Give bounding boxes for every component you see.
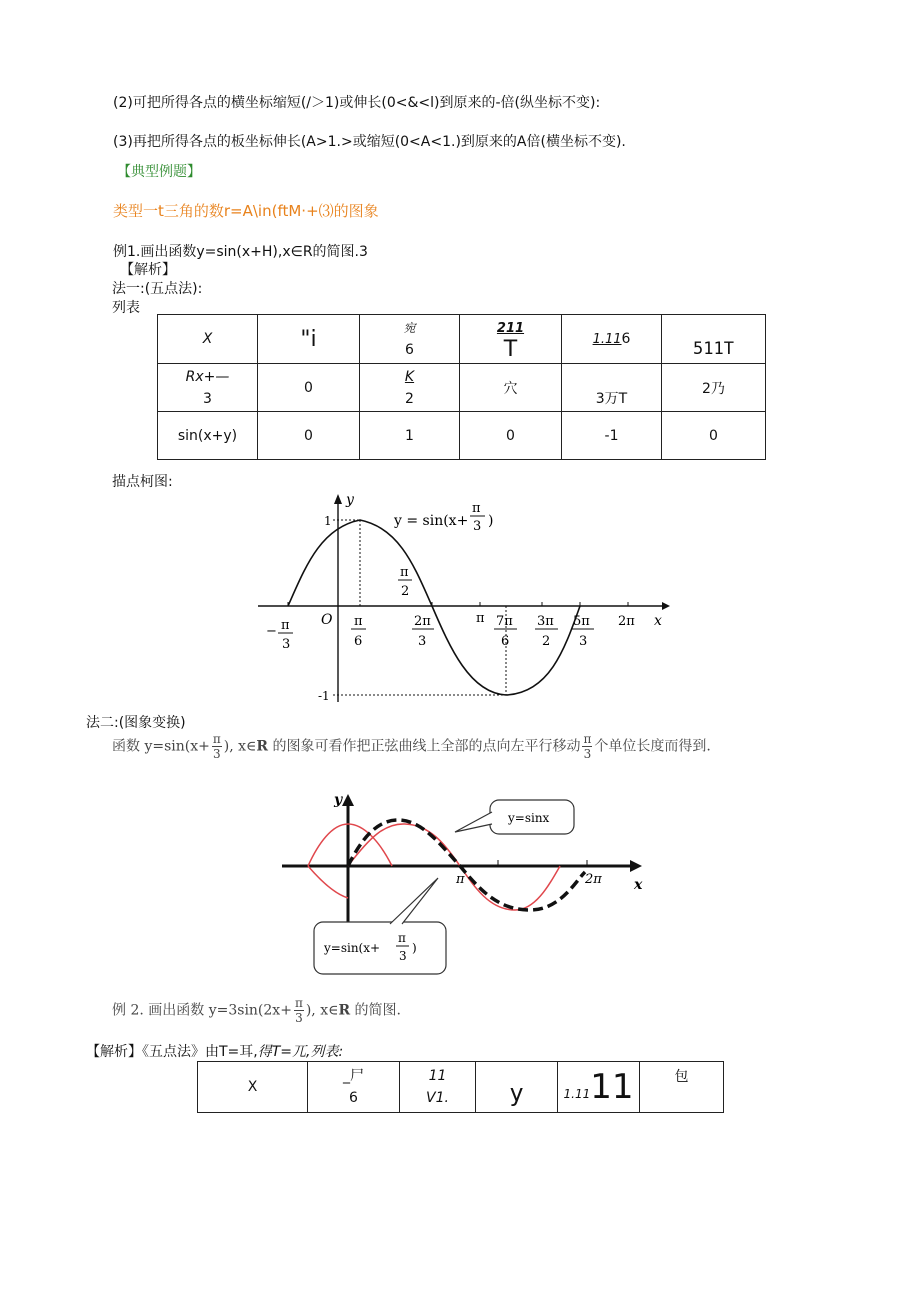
cell-value: 包 (674, 1069, 689, 1085)
cell-value: K (404, 368, 415, 385)
2pi-tick-label: 2π (585, 872, 602, 887)
typical-examples-heading: 【典型例题】 (117, 164, 201, 180)
step2-text: (2)可把所得各点的横坐标缩短(/＞1)或伸长(0<&<l)到原来的-倍(纵坐标不变): (113, 95, 601, 111)
example2-a: 例 2. 画出函数 y=3sin(2x+ (112, 1002, 292, 1019)
cell-value: T (503, 337, 518, 362)
table-cell (562, 412, 662, 460)
cell-value: 穴 (503, 380, 518, 397)
example2-b: ), x∈ (305, 1002, 339, 1019)
table-cell (360, 412, 460, 460)
plot-label: 描点柯图: (112, 474, 173, 490)
method2-desc-c: 的图象可看作把正弦曲线上全部的点向左平行移动 (272, 738, 581, 755)
cell-value: 0 (506, 427, 515, 444)
7pi6-num: 7π (496, 614, 513, 629)
7pi6-den: 6 (501, 634, 510, 649)
y-one-label: 1 (324, 514, 332, 528)
method2-desc-b: ), x∈ (223, 738, 257, 755)
table-cell (460, 364, 562, 412)
table-cell (258, 412, 360, 460)
fraction (294, 996, 304, 1025)
curve-label-close: ) (488, 513, 494, 529)
sine-curve (288, 520, 580, 695)
fraction (212, 732, 222, 761)
five-point-table (157, 314, 766, 460)
callout-shift-b: ) (412, 941, 417, 955)
2pi3-den: 3 (418, 634, 427, 649)
curve-label-pi: π (472, 501, 481, 516)
table-row (158, 364, 766, 412)
3pi2-den: 2 (542, 634, 551, 649)
cell-value: 1.11 (592, 332, 622, 347)
analysis1-label: 【解析】 (120, 262, 176, 278)
y-axis-arrow (342, 794, 354, 806)
2pi-tick-label: 2π (618, 614, 635, 629)
callout-sin-pointer (455, 812, 492, 832)
method1-label: 法一:(五点法): (112, 281, 203, 297)
sine-graph-2 (280, 782, 660, 980)
cell-value: 3万T (595, 390, 628, 407)
x-header: X (247, 1079, 258, 1095)
method2-desc-r: R (256, 738, 269, 755)
cell-value: 6 (405, 342, 414, 358)
neg-pi3-sign: − (266, 624, 277, 639)
step3-text: (3)再把所得各点的板坐标伸长(A>1.>或缩短(0<A<1.)到原来的A倍(横坐标不变). (113, 134, 626, 150)
example2-r: R (338, 1002, 351, 1019)
example1-text: 例1.画出函数y=sin(x+H),x∈R的简图.3 (113, 244, 368, 260)
cell-value: 1 (405, 427, 414, 444)
list-table-label: 列表 (112, 300, 140, 316)
table-row (158, 412, 766, 460)
table-cell (460, 412, 562, 460)
cell-value: 211 (496, 321, 525, 336)
analysis2-main: 【解析】《五点法》由T=耳, (86, 1044, 258, 1060)
cell-value: 511T (693, 339, 734, 359)
5pi3-num: 5π (573, 614, 590, 629)
method2-desc-d: 个单位长度而得到. (594, 738, 711, 755)
x-axis-arrow (630, 860, 642, 872)
fraction-den: 3 (583, 747, 592, 761)
table-cell (558, 1062, 640, 1113)
cell-value: Rx+— (185, 368, 230, 385)
table-cell (258, 315, 360, 364)
pi-over-2-den: 2 (401, 584, 410, 599)
callout-shift-pointer (390, 878, 438, 924)
table-cell (662, 364, 766, 412)
cell-value: 6 (349, 1090, 358, 1106)
table-cell (662, 315, 766, 364)
table-cell (308, 1062, 400, 1113)
cell-value: 11 (590, 1067, 634, 1107)
sine-curve-left (308, 866, 348, 898)
5pi3-den: 3 (579, 634, 588, 649)
cell-value: 3 (203, 390, 212, 407)
analysis2-italic: 得T=兀,列表: (257, 1044, 344, 1060)
five-point-table-2 (197, 1061, 724, 1113)
cell-value: sin(x+y) (177, 427, 238, 444)
x-axis-arrow (662, 602, 670, 610)
cell-value: 11 (428, 1068, 447, 1084)
x-header: X (202, 331, 213, 347)
y-axis-label: y (346, 492, 354, 508)
y-axis-arrow (334, 494, 342, 504)
table-cell (360, 315, 460, 364)
3pi2-num: 3π (537, 614, 554, 629)
fraction (582, 732, 592, 761)
cell-value: V1. (426, 1090, 449, 1106)
pi6-num: π (354, 614, 363, 629)
pi-over-2-num: π (400, 565, 409, 580)
y-axis-label: y (334, 792, 343, 808)
type-heading: 类型一t三角的数r=A\in(ftM·+⑶的图象 (113, 202, 379, 220)
cell-value: 6 (621, 331, 631, 347)
sine-graph-1 (250, 488, 670, 708)
table-cell (662, 412, 766, 460)
callout-shift-pi: π (398, 931, 406, 945)
cell-value: -1 (604, 427, 619, 444)
x-axis-label: x (654, 613, 662, 629)
pi6-den: 6 (354, 634, 363, 649)
callout-shift-a: y=sin(x+ (324, 941, 381, 955)
table-row (158, 315, 766, 364)
example2-c: 的简图. (354, 1002, 401, 1019)
callout-shift-den: 3 (399, 949, 407, 963)
y-neg-one-label: -1 (318, 689, 330, 703)
pi-tick-label: π (476, 611, 485, 626)
method2-desc-a: 函数 y=sin(x+ (112, 738, 210, 755)
cell-value: 2 (405, 390, 414, 407)
2pi3-num: 2π (414, 614, 431, 629)
method2-label: 法二:(图象变换) (86, 715, 186, 731)
table-row (198, 1062, 724, 1113)
fraction-num: π (583, 732, 592, 746)
table-cell (158, 364, 258, 412)
table-cell (400, 1062, 476, 1113)
neg-pi3-den: 3 (282, 637, 291, 652)
analysis2-text (86, 1041, 343, 1061)
fraction-num: π (294, 996, 303, 1010)
cell-value: 0 (304, 427, 313, 444)
fraction-den: 3 (295, 1011, 303, 1025)
origin-label: O (321, 612, 333, 628)
table-cell (360, 364, 460, 412)
cell-value: 1.11 (563, 1087, 591, 1101)
callout-sin-text: y=sinx (508, 811, 550, 825)
table-cell (158, 315, 258, 364)
fraction-den: 3 (212, 747, 221, 761)
cell-value: _尸 (343, 1068, 364, 1084)
table-cell (562, 364, 662, 412)
x-axis-label: x (634, 877, 643, 893)
cell-value: "i (300, 326, 317, 352)
table-cell (258, 364, 360, 412)
cell-value: 0 (304, 379, 313, 396)
example2-text (112, 996, 401, 1025)
cell-value: 2乃 (702, 380, 725, 397)
neg-pi3-num: π (281, 618, 290, 633)
cell-value: 0 (709, 427, 718, 444)
fraction-num: π (212, 732, 221, 746)
table-cell (476, 1062, 558, 1113)
method2-description (112, 732, 711, 761)
curve-label-den: 3 (473, 519, 482, 534)
cell-value: 宛 (403, 321, 416, 335)
curve-label: y = sin(x+ (394, 513, 469, 529)
pi-tick-label: π (456, 872, 465, 887)
table-cell (562, 315, 662, 364)
table-cell (640, 1062, 724, 1113)
table-cell (460, 315, 562, 364)
table-cell (198, 1062, 308, 1113)
cell-value: y (509, 1079, 524, 1107)
sine-curve (348, 824, 405, 866)
table-cell (158, 412, 258, 460)
